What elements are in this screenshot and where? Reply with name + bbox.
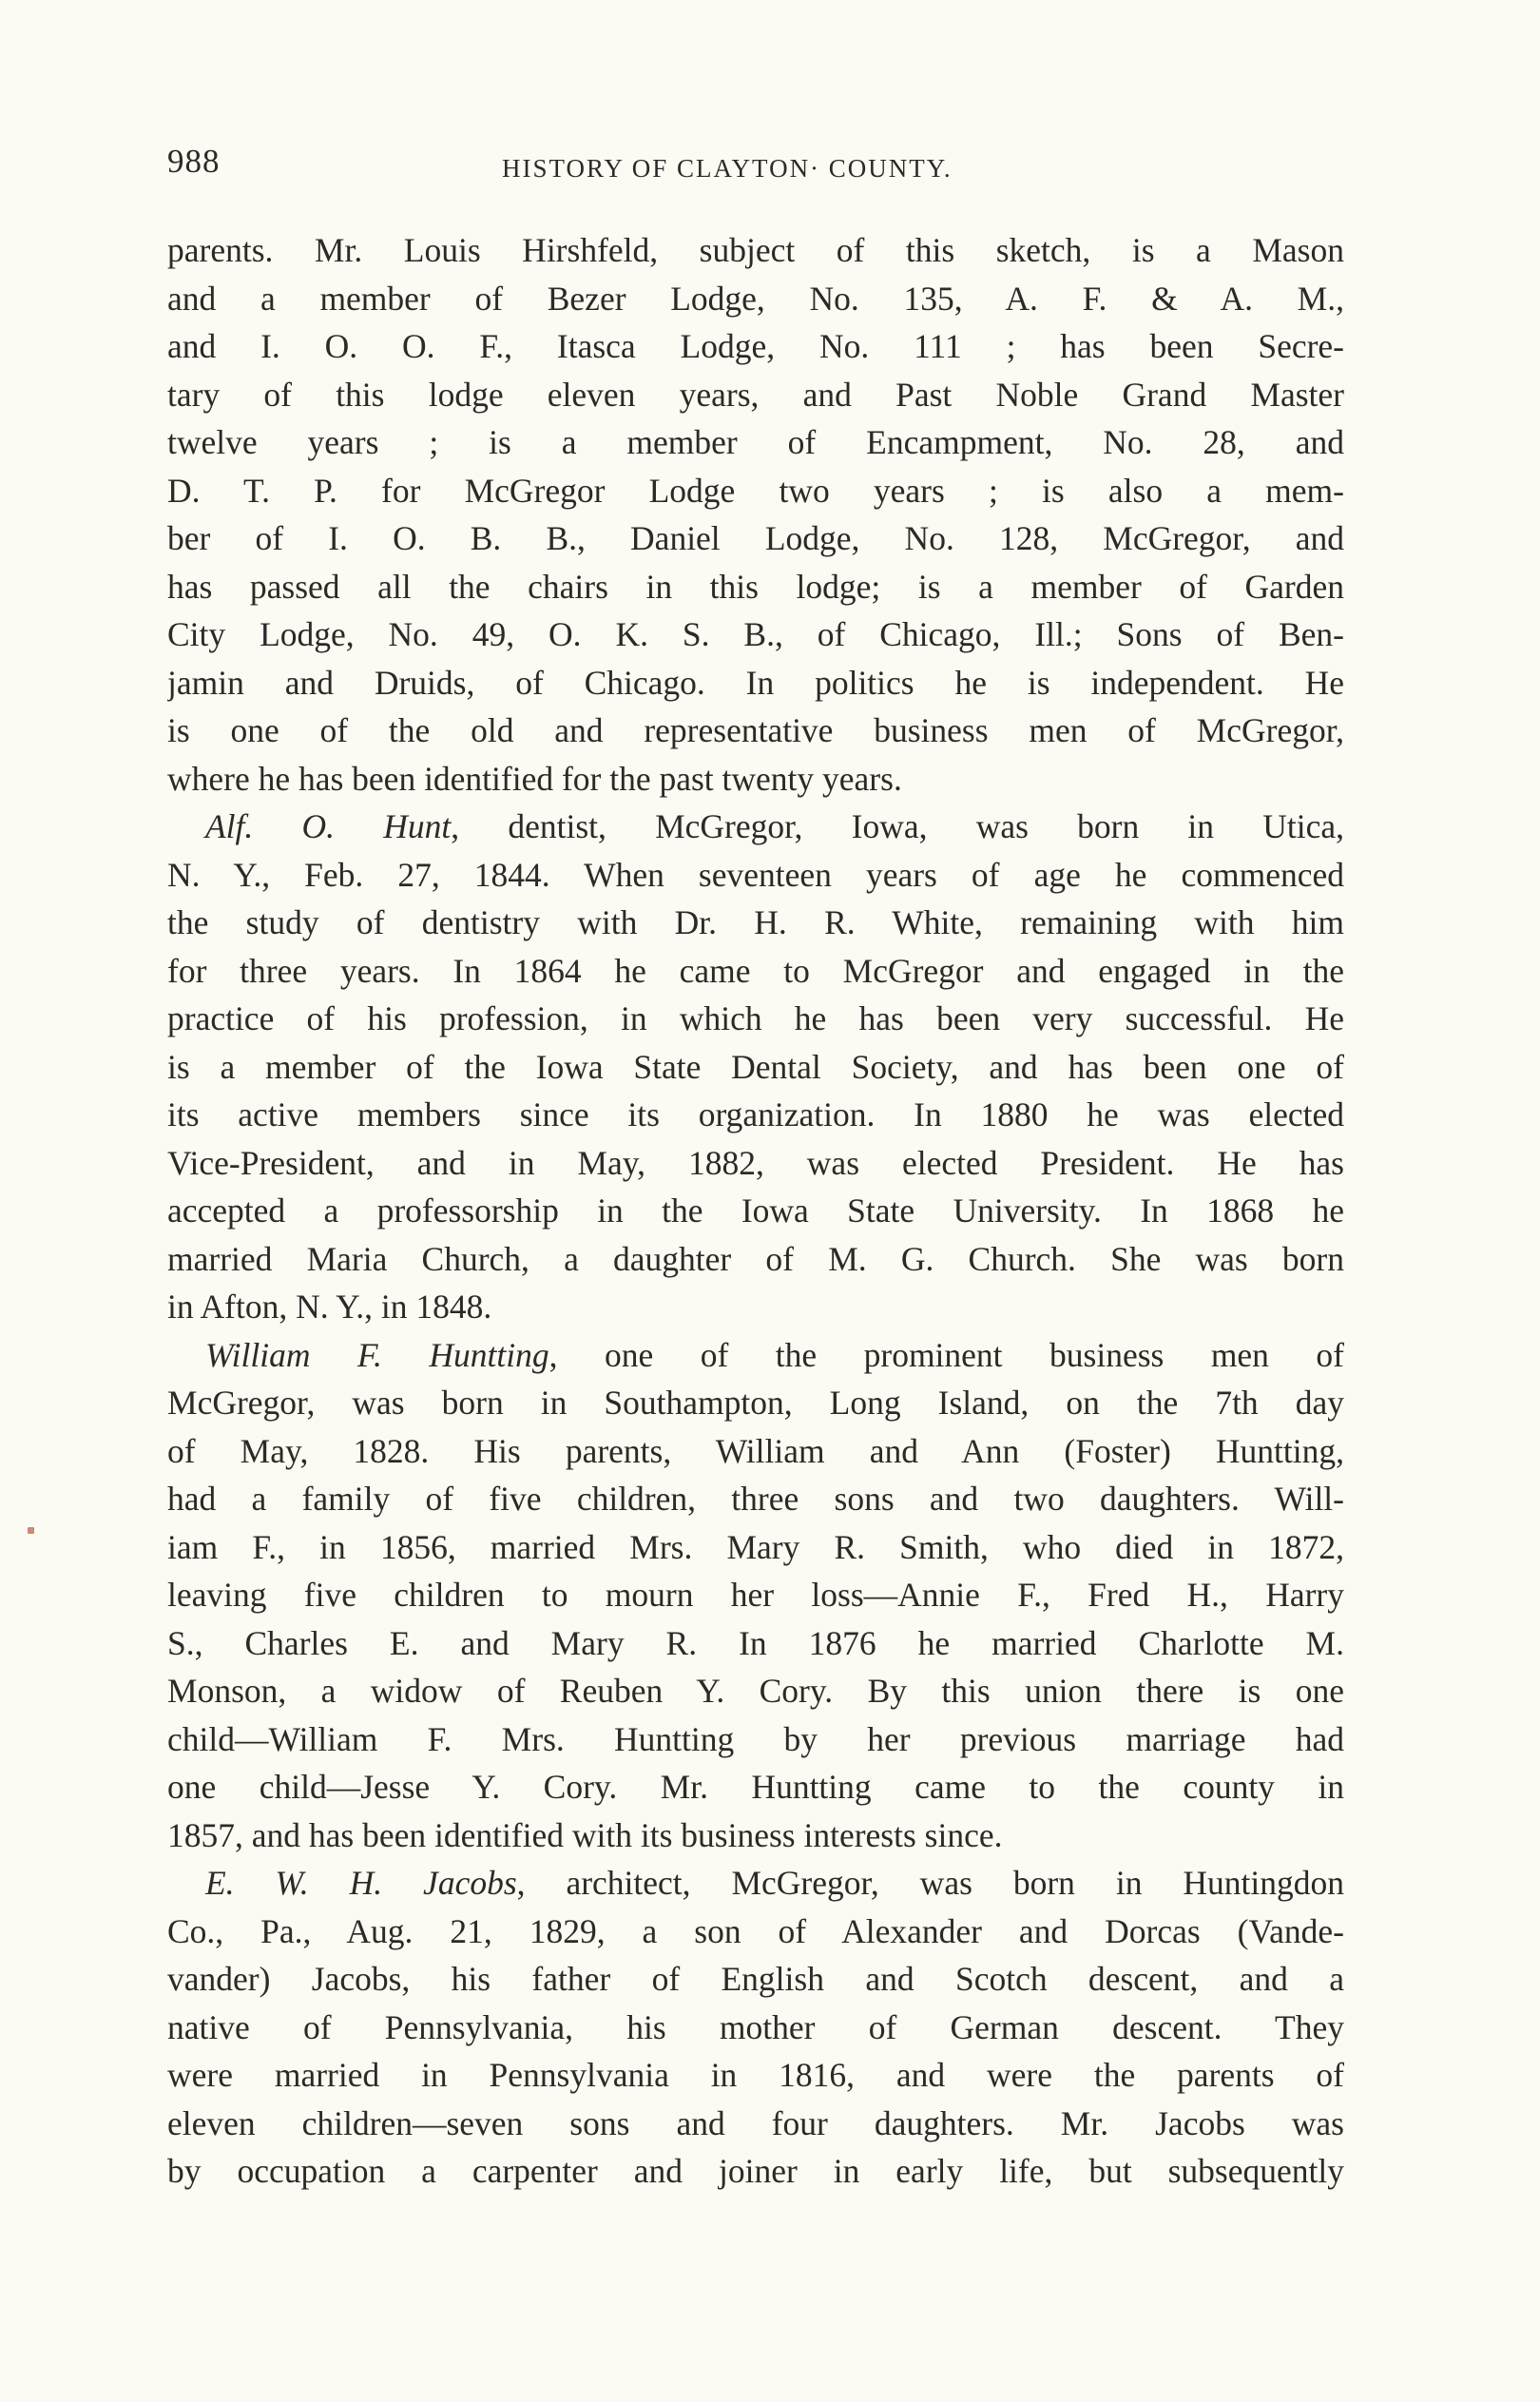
running-title: HISTORY OF CLAYTON· COUNTY. — [502, 154, 953, 183]
text-line — [167, 418, 1344, 467]
line-text: vander) Jacobs, his father of English and Scotch descent, and a — [167, 1960, 1344, 1998]
line-text: twelve years ; is a member of Encampment, No. 28, and — [167, 423, 1344, 461]
text-line — [167, 659, 1344, 707]
text-line — [167, 226, 1344, 275]
line-text: , dentist, McGregor, Iowa, was born in Utica, — [451, 807, 1344, 845]
line-text: , one of the prominent business men of — [549, 1335, 1344, 1374]
line-text: eleven children—seven sons and four daughters. Mr. Jacobs was — [167, 2103, 1344, 2142]
body-text — [167, 226, 1344, 2196]
line-text: S., Charles E. and Mary R. In 1876 he married Charlotte M. — [167, 1623, 1344, 1662]
text-line — [167, 1715, 1344, 1764]
text-line — [167, 1763, 1344, 1811]
line-text: married Maria Church, a daughter of M. G. Church. She was born — [167, 1239, 1344, 1278]
text-line — [167, 1523, 1344, 1572]
text-line — [167, 1571, 1344, 1619]
text-line — [167, 1235, 1344, 1284]
biography-subject-name: E. W. H. Jacobs — [205, 1864, 517, 1902]
text-line — [167, 371, 1344, 419]
line-text: where he has been identified for the past twenty years. — [167, 759, 902, 798]
line-text: parents. Mr. Louis Hirshfeld, subject of this sketch, is a Mason — [167, 231, 1344, 269]
line-text: is a member of the Iowa State Dental Society, and has been one of — [167, 1047, 1344, 1086]
page-number: 988 — [167, 143, 221, 180]
line-text: one child—Jesse Y. Cory. Mr. Huntting came to the county in — [167, 1768, 1344, 1806]
line-text: accepted a professorship in the Iowa State University. In 1868 he — [167, 1191, 1344, 1230]
line-text: is one of the old and representative business men of McGregor, — [167, 711, 1344, 749]
paragraph — [167, 1859, 1344, 2196]
text-line — [167, 707, 1344, 755]
text-line — [167, 1955, 1344, 2004]
text-line — [167, 2100, 1344, 2148]
text-line — [167, 563, 1344, 611]
line-text: child—William F. Mrs. Huntting by her previous marriage had — [167, 1719, 1344, 1758]
text-line — [167, 2004, 1344, 2052]
line-text: were married in Pennsylvania in 1816, and were the parents of — [167, 2056, 1344, 2094]
text-line — [167, 610, 1344, 659]
line-text: its active members since its organization. In 1880 he was elected — [167, 1095, 1344, 1133]
text-line — [167, 851, 1344, 900]
line-text: City Lodge, No. 49, O. K. S. B., of Chicago, Ill.; Sons of Ben- — [167, 615, 1344, 653]
line-text: Vice-President, and in May, 1882, was elected President. He has — [167, 1143, 1344, 1182]
line-text: practice of his profession, in which he has been very successful. He — [167, 999, 1344, 1037]
running-head — [167, 143, 1344, 190]
text-line — [167, 1811, 1344, 1860]
line-text: 1857, and has been identified with its business interests since. — [167, 1815, 1003, 1854]
text-line — [167, 2051, 1344, 2100]
line-text: McGregor, was born in Southampton, Long Island, on the 7th day — [167, 1384, 1344, 1422]
line-text: had a family of five children, three sons and two daughters. Will- — [167, 1480, 1344, 1518]
text-line — [167, 995, 1344, 1043]
line-text: Monson, a widow of Reuben Y. Cory. By this union there is one — [167, 1672, 1344, 1710]
text-line — [167, 899, 1344, 947]
paragraph — [167, 1331, 1344, 1860]
text-line — [167, 947, 1344, 996]
text-line — [167, 1667, 1344, 1715]
line-text: native of Pennsylvania, his mother of German descent. They — [167, 2007, 1344, 2046]
text-line — [167, 1908, 1344, 1956]
line-text: in Afton, N. Y., in 1848. — [167, 1288, 492, 1326]
text-line — [167, 1091, 1344, 1139]
paragraph — [167, 226, 1344, 803]
text-line — [167, 275, 1344, 323]
text-line — [167, 467, 1344, 515]
text-line — [167, 514, 1344, 563]
text-line — [167, 1331, 1344, 1380]
paper-speck — [28, 1527, 34, 1534]
biography-subject-name: Alf. O. Hunt — [205, 807, 452, 845]
text-line — [167, 322, 1344, 371]
text-line — [167, 1859, 1344, 1908]
line-text: iam F., in 1856, married Mrs. Mary R. Smith, who died in 1872, — [167, 1527, 1344, 1566]
line-text: D. T. P. for McGregor Lodge two years ; is also a mem- — [167, 471, 1344, 510]
line-text: of May, 1828. His parents, William and Ann (Foster) Huntting, — [167, 1431, 1344, 1470]
line-text: , architect, McGregor, was born in Huntingdon — [516, 1864, 1344, 1902]
biography-subject-name: William F. Huntting — [205, 1335, 549, 1374]
line-text: and a member of Bezer Lodge, No. 135, A. F. & A. M., — [167, 279, 1344, 318]
line-text: by occupation a carpenter and joiner in early life, but subsequently — [167, 2152, 1344, 2190]
text-line — [167, 755, 1344, 804]
text-line — [167, 1139, 1344, 1188]
text-line — [167, 1475, 1344, 1523]
line-text: tary of this lodge eleven years, and Past Noble Grand Master — [167, 375, 1344, 414]
line-text: ber of I. O. B. B., Daniel Lodge, No. 128, McGregor, and — [167, 519, 1344, 557]
line-text: the study of dentistry with Dr. H. R. White, remaining with him — [167, 903, 1344, 941]
line-text: and I. O. O. F., Itasca Lodge, No. 111 ; has been Secre- — [167, 327, 1344, 365]
line-text: has passed all the chairs in this lodge; is a member of Garden — [167, 567, 1344, 606]
line-text: leaving five children to mourn her loss—Annie F., Fred H., Harry — [167, 1576, 1344, 1614]
paragraph — [167, 803, 1344, 1331]
line-text: Co., Pa., Aug. 21, 1829, a son of Alexander and Dorcas (Vande- — [167, 1911, 1344, 1950]
line-text: jamin and Druids, of Chicago. In politics he is independent. He — [167, 663, 1344, 702]
text-line — [167, 1427, 1344, 1476]
text-line — [167, 2147, 1344, 2196]
line-text: for three years. In 1864 he came to McGregor and engaged in the — [167, 951, 1344, 990]
text-line — [167, 1283, 1344, 1331]
line-text: N. Y., Feb. 27, 1844. When seventeen years of age he commenced — [167, 855, 1344, 894]
text-line — [167, 1379, 1344, 1427]
text-line — [167, 1619, 1344, 1668]
text-line — [167, 1043, 1344, 1092]
text-line — [167, 803, 1344, 851]
text-line — [167, 1187, 1344, 1235]
